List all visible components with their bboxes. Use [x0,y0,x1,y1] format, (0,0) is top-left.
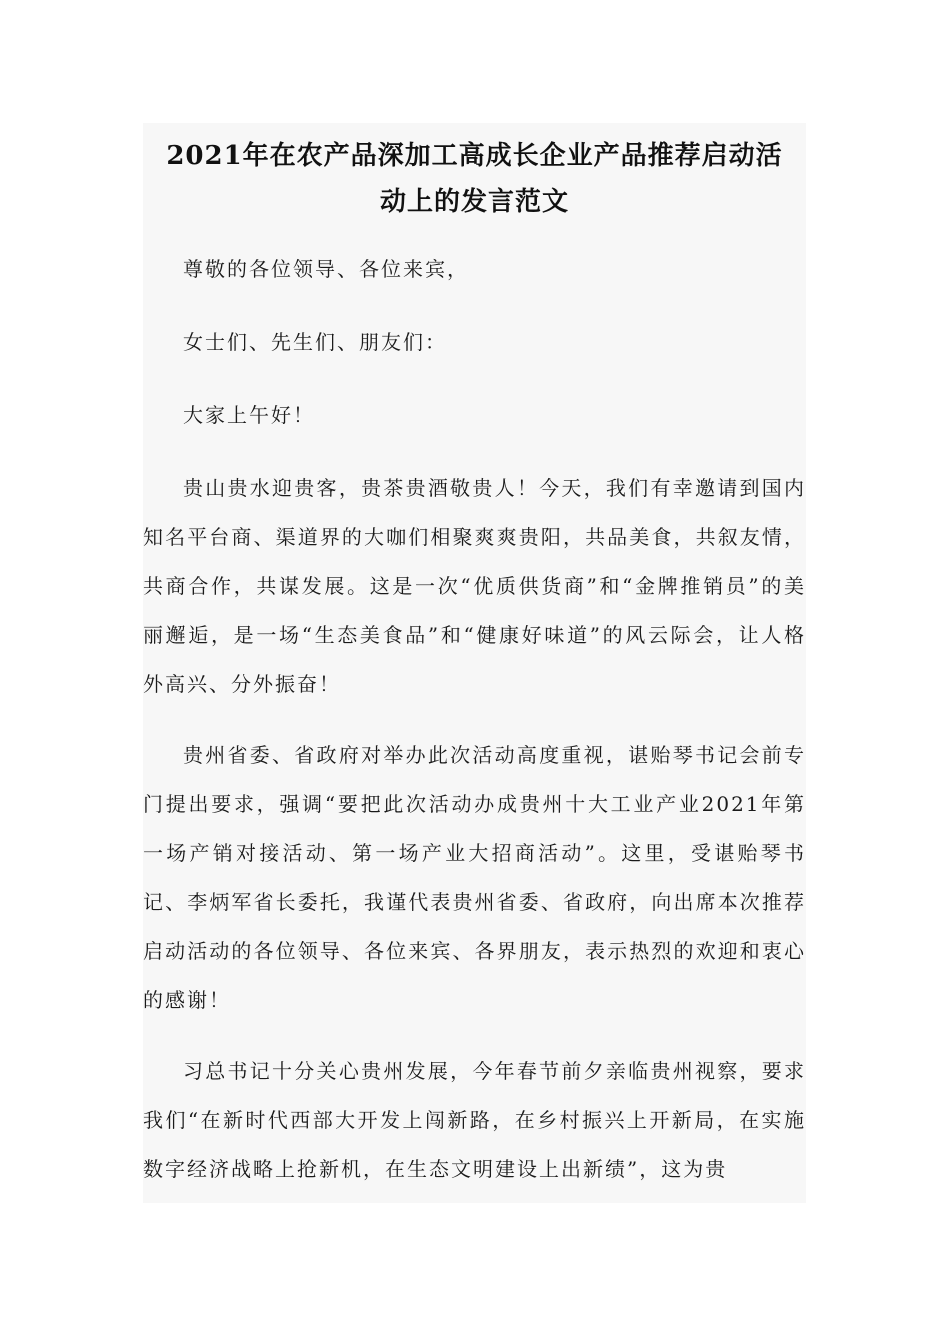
body-paragraph: 习总书记十分关心贵州发展，今年春节前夕亲临贵州视察，要求我们“在新时代西部大开发上闯新路，在乡村振兴上开新局，在实施数字经济战略上抢新机，在生态文明建设上出新绩”，这为贵 [143,1059,806,1181]
body-paragraph: 贵山贵水迎贵客，贵茶贵酒敬贵人！今天，我们有幸邀请到国内知名平台商、渠道界的大咖们相聚爽爽贵阳，共品美食，共叙友情，共商合作，共谋发展。这是一次“优质供货商”和“金牌推销员”的美丽邂逅，是一场“生态美食品”和“健康好味道”的风云际会，让人格外高兴、分外振奋！ [143,476,806,696]
document-body [143,245,806,1194]
greeting-paragraph: 女士们、先生们、朋友们： [183,330,447,354]
body-paragraph: 贵州省委、省政府对举办此次活动高度重视，谌贻琴书记会前专门提出要求，强调“要把此次活动办成贵州十大工业产业2021年第一场产销对接活动、第一场产业大招商活动”。这里，受谌贻琴书记、李炳军省长委托，我谨代表贵州省委、省政府，向出席本次推荐启动活动的各位领导、各位来宾、各界朋友，表示热烈的欢迎和衷心的感谢！ [143,743,806,1012]
document-title [143,133,806,225]
title-line-2: 动上的发言范文 [379,187,569,217]
good-morning-paragraph: 大家上午好！ [183,403,315,427]
document-page [143,123,806,1203]
title-line-1: 2021年在农产品深加工高成长企业产品推荐启动活 [166,141,783,171]
salutation-paragraph: 尊敬的各位领导、各位来宾， [183,257,469,281]
